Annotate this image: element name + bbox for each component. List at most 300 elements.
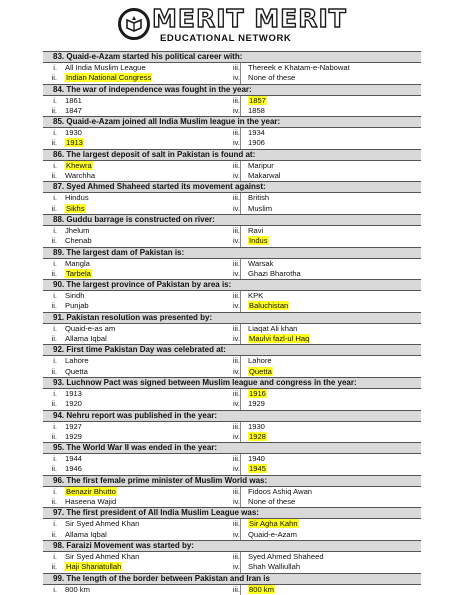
option-text xyxy=(248,356,272,366)
options-row xyxy=(43,161,421,171)
option-text xyxy=(65,464,82,474)
option-label: 800 km xyxy=(248,585,275,594)
question-title: 99. The length of the border between Pakistan and Iran is xyxy=(43,573,421,585)
option-text xyxy=(248,422,265,432)
correct-option xyxy=(248,585,275,595)
option-label: Warsak xyxy=(248,259,273,268)
option-label: British xyxy=(248,193,269,202)
column-divider xyxy=(240,171,241,181)
column-divider xyxy=(240,96,241,106)
question-title: 98. Faraizi Movement was started by: xyxy=(43,540,421,552)
option-label: 1927 xyxy=(65,422,82,431)
options-row xyxy=(43,269,421,279)
option-label: 1930 xyxy=(248,422,265,431)
option-number: i. xyxy=(43,422,57,432)
option-label: 800 km xyxy=(65,585,90,594)
options-row xyxy=(43,562,421,572)
correct-option xyxy=(65,487,117,497)
option-number: ii. xyxy=(43,269,57,279)
question-title: 91. Pakistan resolution was presented by: xyxy=(43,312,421,324)
options-row xyxy=(43,204,421,214)
option-number: ii. xyxy=(43,530,57,540)
question-block xyxy=(43,51,421,84)
column-divider xyxy=(240,204,241,214)
correct-option xyxy=(248,432,267,442)
option-text xyxy=(248,138,265,148)
option-text xyxy=(248,291,263,301)
option-label: Haji Shariatullah xyxy=(65,562,122,571)
column-divider xyxy=(240,236,241,246)
option-text xyxy=(248,161,274,171)
option-number: iii. xyxy=(226,454,240,464)
option-text xyxy=(248,259,273,269)
option-label: 1929 xyxy=(65,432,82,441)
option-label: Quaid-e-Azam xyxy=(248,530,297,539)
question-title: 86. The largest deposit of salt in Pakistan is found at: xyxy=(43,149,421,161)
option-number: iii. xyxy=(226,552,240,562)
question-block xyxy=(43,279,421,312)
option-text xyxy=(65,432,82,442)
option-number: ii. xyxy=(43,399,57,409)
question-title: 84. The war of independence was fought in the year: xyxy=(43,84,421,96)
correct-option xyxy=(248,334,310,344)
column-divider xyxy=(240,399,241,409)
question-title: 89. The largest dam of Pakistan is: xyxy=(43,247,421,259)
option-label: Maripur xyxy=(248,161,274,170)
option-label: Tarbela xyxy=(65,269,92,278)
options-row xyxy=(43,389,421,399)
option-label: Sir Agha Kahn xyxy=(248,519,299,528)
merit-logo-icon xyxy=(118,8,150,40)
option-number: i. xyxy=(43,63,57,73)
options-row xyxy=(43,422,421,432)
option-number: iii. xyxy=(226,193,240,203)
column-divider xyxy=(240,269,241,279)
option-label: Quetta xyxy=(65,367,88,376)
option-text xyxy=(65,454,82,464)
column-divider xyxy=(240,356,241,366)
option-number: iv. xyxy=(226,334,240,344)
option-label: Hindus xyxy=(65,193,89,202)
option-number: i. xyxy=(43,193,57,203)
option-number: iv. xyxy=(226,236,240,246)
correct-option xyxy=(65,562,122,572)
column-divider xyxy=(240,562,241,572)
question-block xyxy=(43,149,421,182)
options-row xyxy=(43,487,421,497)
correct-option xyxy=(65,204,86,214)
options-row xyxy=(43,171,421,181)
option-label: 1858 xyxy=(248,106,265,115)
option-label: Benazir Bhutto xyxy=(65,487,117,496)
option-text xyxy=(65,128,82,138)
option-number: ii. xyxy=(43,562,57,572)
correct-option xyxy=(248,301,289,311)
question-block xyxy=(43,116,421,149)
column-divider xyxy=(240,367,241,377)
column-divider xyxy=(240,259,241,269)
option-label: Muslim xyxy=(248,204,272,213)
question-block xyxy=(43,344,421,377)
option-label: Chenab xyxy=(65,236,92,245)
option-number: ii. xyxy=(43,138,57,148)
option-number: ii. xyxy=(43,106,57,116)
column-divider xyxy=(240,138,241,148)
option-label: All India Muslim League xyxy=(65,63,146,72)
option-number: i. xyxy=(43,291,57,301)
option-number: iv. xyxy=(226,269,240,279)
option-number: iii. xyxy=(226,161,240,171)
option-number: iv. xyxy=(226,301,240,311)
option-label: 1934 xyxy=(248,128,265,137)
correct-option xyxy=(248,464,267,474)
option-text xyxy=(248,106,265,116)
question-block xyxy=(43,84,421,117)
option-number: ii. xyxy=(43,334,57,344)
option-text xyxy=(65,530,107,540)
option-number: ii. xyxy=(43,171,57,181)
options-row xyxy=(43,96,421,106)
column-divider xyxy=(240,334,241,344)
option-label: Thereek e Khatam-e-Nabowat xyxy=(248,63,350,72)
option-label: 1861 xyxy=(65,96,82,105)
options-row xyxy=(43,259,421,269)
option-text xyxy=(65,236,92,246)
correct-option xyxy=(65,269,92,279)
option-label: None of these xyxy=(248,73,295,82)
option-number: i. xyxy=(43,96,57,106)
option-number: iii. xyxy=(226,128,240,138)
option-label: 1945 xyxy=(248,464,267,473)
question-block xyxy=(43,181,421,214)
option-text xyxy=(65,519,139,529)
column-divider xyxy=(240,226,241,236)
column-divider xyxy=(240,530,241,540)
question-title: 87. Syed Ahmed Shaheed started its movement against: xyxy=(43,181,421,193)
option-label: Lahore xyxy=(65,356,89,365)
option-text xyxy=(248,193,269,203)
question-title: 90. The largest province of Pakistan by area is: xyxy=(43,279,421,291)
option-number: iv. xyxy=(226,171,240,181)
option-label: 1906 xyxy=(248,138,265,147)
option-label: 1946 xyxy=(65,464,82,473)
correct-option xyxy=(248,389,267,399)
option-label: Indus xyxy=(248,236,269,245)
option-label: Khewra xyxy=(65,161,93,170)
option-number: iii. xyxy=(226,422,240,432)
correct-option xyxy=(65,161,93,171)
option-text xyxy=(248,73,295,83)
option-text xyxy=(248,128,265,138)
options-row xyxy=(43,356,421,366)
option-text xyxy=(65,96,82,106)
options-row xyxy=(43,324,421,334)
options-row xyxy=(43,291,421,301)
option-label: 1913 xyxy=(65,138,84,147)
option-number: iv. xyxy=(226,73,240,83)
option-label: Quaid-e-as am xyxy=(65,324,115,333)
option-number: iv. xyxy=(226,432,240,442)
correct-option xyxy=(248,367,273,377)
question-title: 95. The World War II was ended in the year: xyxy=(43,442,421,454)
option-label: Warchha xyxy=(65,171,95,180)
question-block xyxy=(43,507,421,540)
option-label: Baluchistan xyxy=(248,301,289,310)
option-label: Shah Walliullah xyxy=(248,562,300,571)
options-row xyxy=(43,519,421,529)
option-label: 1928 xyxy=(248,432,267,441)
options-row xyxy=(43,138,421,148)
question-title: 93. Luchnow Pact was signed between Muslim league and congress in the year: xyxy=(43,377,421,389)
option-label: Mangla xyxy=(65,259,90,268)
options-row xyxy=(43,530,421,540)
options-row xyxy=(43,128,421,138)
question-block xyxy=(43,573,421,595)
options-row xyxy=(43,497,421,507)
option-number: ii. xyxy=(43,236,57,246)
option-number: iv. xyxy=(226,106,240,116)
option-label: Sir Syed Ahmed Khan xyxy=(65,519,139,528)
option-number: iii. xyxy=(226,226,240,236)
option-number: iv. xyxy=(226,464,240,474)
question-block xyxy=(43,377,421,410)
options-row xyxy=(43,399,421,409)
option-label: None of these xyxy=(248,497,295,506)
option-number: iii. xyxy=(226,487,240,497)
column-divider xyxy=(240,193,241,203)
option-text xyxy=(65,389,82,399)
option-number: iv. xyxy=(226,367,240,377)
option-text xyxy=(248,497,295,507)
option-number: ii. xyxy=(43,497,57,507)
question-block xyxy=(43,247,421,280)
option-number: iv. xyxy=(226,497,240,507)
option-number: ii. xyxy=(43,73,57,83)
question-title: 88. Guddu barrage is constructed on river: xyxy=(43,214,421,226)
option-text xyxy=(65,334,107,344)
correct-option xyxy=(248,236,269,246)
column-divider xyxy=(240,301,241,311)
question-title: 85. Quaid-e-Azam joined all India Muslim league in the year: xyxy=(43,116,421,128)
option-label: Sikhs xyxy=(65,204,86,213)
option-label: 1944 xyxy=(65,454,82,463)
column-divider xyxy=(240,389,241,399)
option-text xyxy=(65,291,84,301)
options-row xyxy=(43,73,421,83)
option-label: Punjab xyxy=(65,301,89,310)
option-number: ii. xyxy=(43,432,57,442)
option-text xyxy=(65,399,82,409)
option-label: Maulvi fazl-ul Haq xyxy=(248,334,310,343)
option-label: 1920 xyxy=(65,399,82,408)
column-divider xyxy=(240,552,241,562)
option-number: iv. xyxy=(226,530,240,540)
option-text xyxy=(248,562,300,572)
correct-option xyxy=(248,519,299,529)
column-divider xyxy=(240,106,241,116)
option-number: iii. xyxy=(226,519,240,529)
option-number: i. xyxy=(43,259,57,269)
question-block xyxy=(43,214,421,247)
option-text xyxy=(248,530,297,540)
option-number: ii. xyxy=(43,204,57,214)
header xyxy=(0,0,450,50)
question-block xyxy=(43,312,421,345)
option-text xyxy=(65,259,90,269)
options-row xyxy=(43,585,421,595)
column-divider xyxy=(240,161,241,171)
option-text xyxy=(65,367,88,377)
option-text xyxy=(65,324,115,334)
option-text xyxy=(248,324,297,334)
option-text xyxy=(248,454,265,464)
option-text xyxy=(248,204,272,214)
column-divider xyxy=(240,497,241,507)
options-row xyxy=(43,464,421,474)
option-number: iii. xyxy=(226,291,240,301)
option-label: Fidoos Ashiq Awan xyxy=(248,487,312,496)
option-text xyxy=(248,226,263,236)
option-label: 1929 xyxy=(248,399,265,408)
option-number: i. xyxy=(43,454,57,464)
option-label: 1940 xyxy=(248,454,265,463)
option-number: iv. xyxy=(226,562,240,572)
option-text xyxy=(65,301,89,311)
column-divider xyxy=(240,585,241,595)
option-text xyxy=(65,422,82,432)
option-text xyxy=(248,63,350,73)
option-text xyxy=(65,226,89,236)
option-text xyxy=(65,552,139,562)
option-number: i. xyxy=(43,324,57,334)
options-row xyxy=(43,552,421,562)
column-divider xyxy=(240,432,241,442)
option-text xyxy=(65,171,95,181)
option-text xyxy=(248,487,312,497)
option-label: Allama Iqbal xyxy=(65,530,107,539)
option-number: i. xyxy=(43,487,57,497)
column-divider xyxy=(240,63,241,73)
option-number: i. xyxy=(43,519,57,529)
column-divider xyxy=(240,73,241,83)
option-label: Sindh xyxy=(65,291,84,300)
option-label: Lahore xyxy=(248,356,272,365)
option-number: iv. xyxy=(226,138,240,148)
option-number: ii. xyxy=(43,464,57,474)
question-block xyxy=(43,442,421,475)
book-icon xyxy=(124,14,144,34)
question-title: 94. Nehru report was published in the year: xyxy=(43,410,421,422)
options-row xyxy=(43,454,421,464)
option-number: iii. xyxy=(226,389,240,399)
option-number: iii. xyxy=(226,259,240,269)
option-text xyxy=(65,497,116,507)
option-text xyxy=(248,399,265,409)
column-divider xyxy=(240,487,241,497)
question-block xyxy=(43,475,421,508)
brand-name: MERIT MERIT xyxy=(152,4,347,33)
option-number: i. xyxy=(43,585,57,595)
option-number: iii. xyxy=(226,63,240,73)
option-number: i. xyxy=(43,161,57,171)
options-row xyxy=(43,334,421,344)
correct-option xyxy=(65,73,152,83)
option-text xyxy=(65,585,90,595)
options-row xyxy=(43,193,421,203)
option-label: Haseena Wajid xyxy=(65,497,116,506)
column-divider xyxy=(240,422,241,432)
option-label: Makarwal xyxy=(248,171,281,180)
options-row xyxy=(43,63,421,73)
option-text xyxy=(248,552,324,562)
option-number: iii. xyxy=(226,356,240,366)
question-title: 83. Quaid-e-Azam started his political career with: xyxy=(43,51,421,63)
question-title: 96. The first female prime minister of Muslim World was: xyxy=(43,475,421,487)
option-label: 1847 xyxy=(65,106,82,115)
option-text xyxy=(248,171,281,181)
option-text xyxy=(65,356,89,366)
option-number: iii. xyxy=(226,324,240,334)
option-label: Indian National Congress xyxy=(65,73,152,82)
option-text xyxy=(248,269,301,279)
option-label: 1913 xyxy=(65,389,82,398)
option-number: i. xyxy=(43,226,57,236)
column-divider xyxy=(240,464,241,474)
option-label: Liaqat Ali khan xyxy=(248,324,297,333)
correct-option xyxy=(248,96,267,106)
option-number: iv. xyxy=(226,399,240,409)
option-label: Quetta xyxy=(248,367,273,376)
option-number: iv. xyxy=(226,204,240,214)
question-block xyxy=(43,540,421,573)
column-divider xyxy=(240,291,241,301)
option-label: Ghazi Bharotha xyxy=(248,269,301,278)
correct-option xyxy=(65,138,84,148)
options-row xyxy=(43,236,421,246)
option-number: i. xyxy=(43,552,57,562)
option-text xyxy=(65,63,146,73)
options-row xyxy=(43,226,421,236)
option-label: 1916 xyxy=(248,389,267,398)
option-label: KPK xyxy=(248,291,263,300)
column-divider xyxy=(240,324,241,334)
quiz-table xyxy=(43,51,421,595)
option-number: iii. xyxy=(226,585,240,595)
option-label: Syed Ahmed Shaheed xyxy=(248,552,324,561)
option-label: Sir Syed Ahmed Khan xyxy=(65,552,139,561)
option-label: 1857 xyxy=(248,96,267,105)
brand-tagline: EDUCATIONAL NETWORK xyxy=(160,33,291,44)
option-number: ii. xyxy=(43,301,57,311)
option-label: Jhelum xyxy=(65,226,89,235)
option-label: Ravi xyxy=(248,226,263,235)
option-label: 1930 xyxy=(65,128,82,137)
question-block xyxy=(43,410,421,443)
option-number: ii. xyxy=(43,367,57,377)
options-row xyxy=(43,367,421,377)
option-number: i. xyxy=(43,389,57,399)
option-label: Allama Iqbal xyxy=(65,334,107,343)
question-title: 92. First time Pakistan Day was celebrated at: xyxy=(43,344,421,356)
options-row xyxy=(43,106,421,116)
column-divider xyxy=(240,454,241,464)
option-number: i. xyxy=(43,356,57,366)
option-number: i. xyxy=(43,128,57,138)
options-row xyxy=(43,432,421,442)
column-divider xyxy=(240,128,241,138)
option-number: iii. xyxy=(226,96,240,106)
option-text xyxy=(65,106,82,116)
